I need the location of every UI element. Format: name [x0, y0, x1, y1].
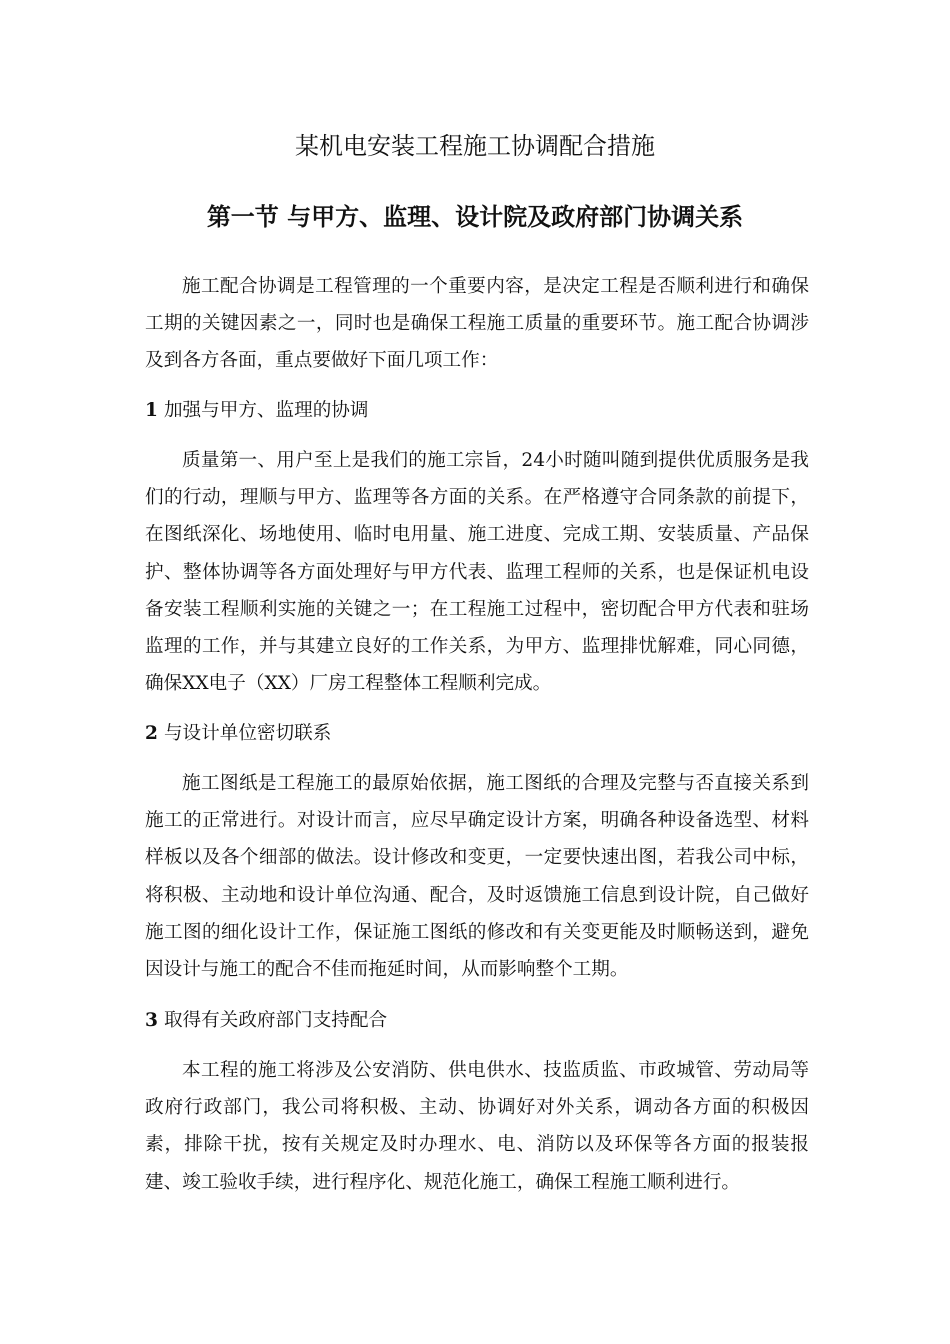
- subsection-heading-text: 与设计单位密切联系: [163, 723, 332, 744]
- subsection-number: 1: [145, 400, 158, 421]
- subsection-body-2: 施工图纸是工程施工的最原始依据，施工图纸的合理及完整与否直接关系到施工的正常进行。对设计而言，应尽早确定设计方案，明确各种设备选型、材料样板以及各个细部的做法。设计修改和变更，一定要快速出图，若我公司中标，将积极、主动地和设计单位沟通、配合，及时返馈施工信息到设计院，自己做好施工图的细化设计工作，保证施工图纸的修改和有关变更能及时顺畅送到，避免因设计与施工的配合不佳而拖延时间，从而影响整个工期。: [145, 773, 809, 981]
- subsection-body-1: 质量第一、用户至上是我们的施工宗旨，24小时随叫随到提供优质服务是我们的行动，理顺与甲方、监理等各方面的关系。在严格遵守合同条款的前提下，在图纸深化、场地使用、临时电用量、施工进度、完成工期、安装质量、产品保护、整体协调等各方面处理好与甲方代表、监理工程师的关系，也是保证机电设备安装工程顺利实施的关键之一；在工程施工过程中，密切配合甲方代表和驻场监理的工作，并与其建立良好的工作关系，为甲方、监理排忧解难，同心同德，确保XX电子（XX）厂房工程整体工程顺利完成。: [145, 450, 809, 695]
- subsection-heading-text: 加强与甲方、监理的协调: [163, 400, 369, 421]
- subsection-body-3: 本工程的施工将涉及公安消防、供电供水、技监质监、市政城管、劳动局等政府行政部门，我公司将积极、主动、协调好对外关系，调动各方面的积极因素，排除干扰，按有关规定及时办理水、电、消防以及环保等各方面的报装报建、竣工验收手续，进行程序化、规范化施工，确保工程施工顺利进行。: [145, 1060, 809, 1193]
- subsection-heading-1: [145, 396, 809, 426]
- subsection-heading-2: [145, 719, 809, 749]
- subsection-number: 3: [145, 1010, 158, 1031]
- subsection-heading-3: [145, 1006, 809, 1036]
- document-title: 某机电安装工程施工协调配合措施: [295, 132, 655, 160]
- section-title: 第一节 与甲方、监理、设计院及政府部门协调关系: [206, 203, 744, 231]
- subsection-heading-text: 取得有关政府部门支持配合: [163, 1010, 388, 1031]
- intro-paragraph: 施工配合协调是工程管理的一个重要内容，是决定工程是否顺利进行和确保工期的关键因素之一，同时也是确保工程施工质量的重要环节。施工配合协调涉及到各方各面，重点要做好下面几项工作：: [145, 276, 809, 372]
- subsection-number: 2: [145, 723, 158, 744]
